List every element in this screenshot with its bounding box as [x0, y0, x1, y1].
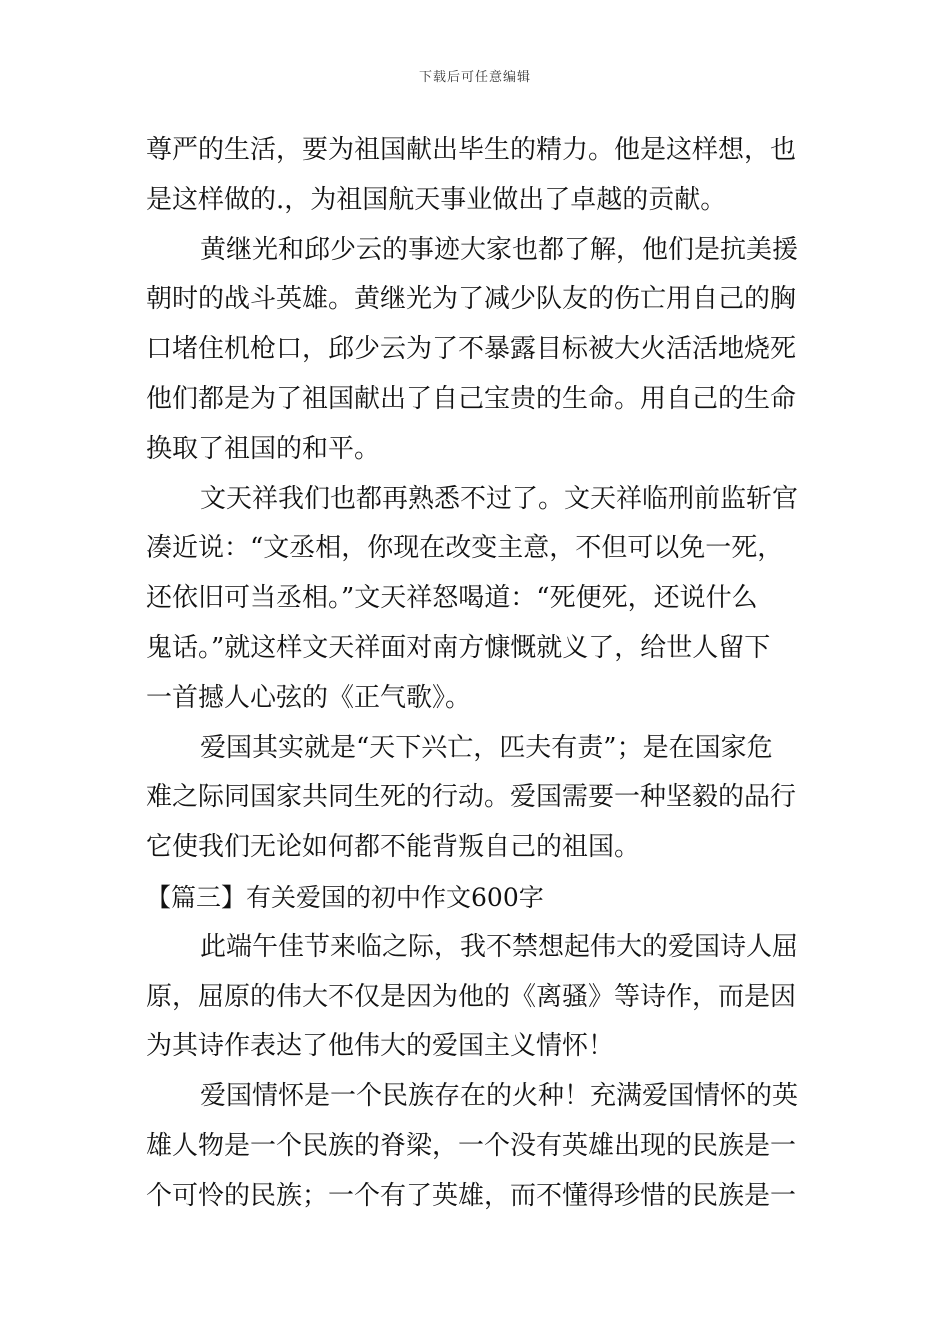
text-line: 尊严的生活，要为祖国献出毕生的精力。他是这样想，也 — [146, 135, 797, 165]
text-line: 一首撼人心弦的《正气歌》。 — [146, 682, 472, 713]
document-body — [146, 126, 808, 1222]
text-line: 个可怜的民族；一个有了英雄，而不懂得珍惜的民族是一 — [146, 1180, 797, 1211]
page-header: 下载后可任意编辑 — [418, 70, 531, 85]
text-line: 难之际同国家共同生死的行动。爱国需要一种坚毅的品行 — [146, 782, 797, 813]
paragraph-start-line: 文天祥我们也都再熟悉不过了。文天祥临刑前监斩官 — [200, 483, 799, 514]
text-line: 鬼话。”就这样文天祥面对南方慷慨就义了，给世人留下 — [146, 632, 771, 663]
text-line: 为其诗作表达了他伟大的爱国主义情怀！ — [146, 1031, 615, 1062]
paragraph-start-line: 此端午佳节来临之际，我不禁想起伟大的爱国诗人屈 — [200, 931, 799, 962]
text-line: 原，屈原的伟大不仅是因为他的《离骚》等诗作，而是因 — [146, 981, 797, 1012]
text-line: 它使我们无论如何都不能背叛自己的祖国。 — [146, 832, 641, 863]
paragraph-start-line: 黄继光和邱少云的事迹大家也都了解，他们是抗美援 — [200, 234, 799, 265]
text-line: 是这样做的.，为祖国航天事业做出了卓越的贡献。 — [146, 184, 727, 215]
text-line: 他们都是为了祖国献出了自己宝贵的生命。用自己的生命 — [146, 383, 797, 414]
paragraph-start-line: 爱国情怀是一个民族存在的火种！充满爱国情怀的英 — [200, 1081, 799, 1112]
text-line: 还依旧可当丞相。”文天祥怒喝道：“死便死，还说什么 — [146, 583, 758, 614]
section-heading: 【篇三】有关爱国的初中作文600字 — [146, 882, 544, 912]
paragraph-start-line: 爱国其实就是“天下兴亡，匹夫有责”；是在国家危 — [200, 732, 773, 763]
text-line: 口堵住机枪口，邱少云为了不暴露目标被大火活活地烧死 — [146, 334, 797, 365]
text-line: 雄人物是一个民族的脊梁，一个没有英雄出现的民族是一 — [146, 1130, 797, 1161]
text-line: 换取了祖国的和平。 — [146, 433, 381, 464]
text-line: 凑近说：“文丞相，你现在改变主意，不但可以免一死， — [146, 533, 784, 564]
text-line: 朝时的战斗英雄。黄继光为了减少队友的伤亡用自己的胸 — [146, 284, 797, 315]
